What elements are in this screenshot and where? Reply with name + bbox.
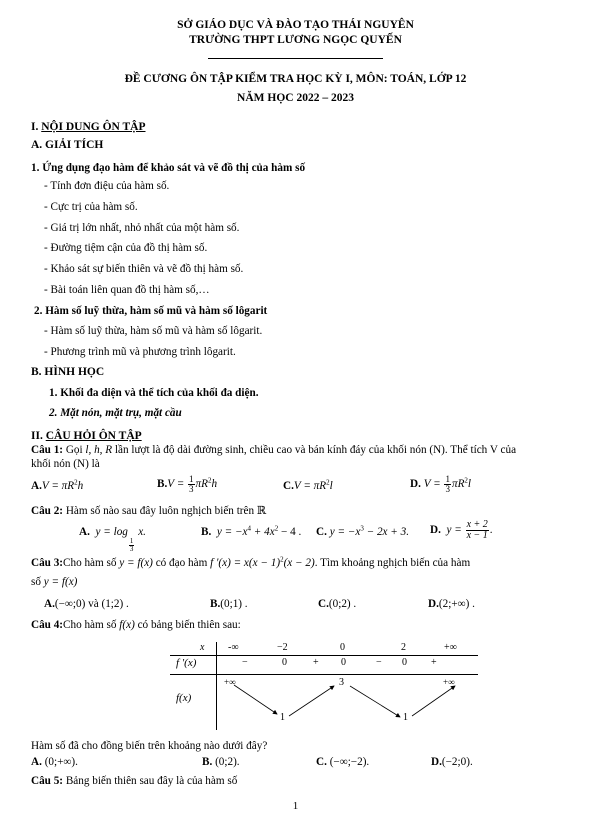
table-sign: +	[431, 657, 437, 668]
topic-1-item: - Giá trị lớn nhất, nhỏ nhất của một hàm số.	[44, 222, 240, 234]
page-number: 1	[292, 800, 299, 812]
q4-option-a[interactable]: A. (0;+∞).	[31, 756, 78, 768]
question-2-text: Câu 2: Hàm số nào sau đây luôn nghịch biến trên ℝ	[31, 505, 267, 517]
table-sign: 0	[282, 657, 287, 668]
question-5-text: Câu 5: Bảng biến thiên sau đây là của hàm số	[31, 775, 238, 787]
question-3-text-cont: số y = f(x)	[31, 576, 78, 588]
school-name: TRƯỜNG THPT LƯƠNG NGỌC QUYẾN	[189, 34, 402, 46]
geometry-topic: 2. Mặt nón, mặt trụ, mặt cầu	[49, 407, 182, 419]
table-x-value: 0	[340, 642, 345, 653]
q3-option-a[interactable]: A.(−∞;0) và (1;2) .	[44, 598, 129, 610]
table-fprime-label: f '(x)	[176, 657, 197, 669]
department-name: SỞ GIÁO DỤC VÀ ĐÀO TẠO THÁI NGUYÊN	[177, 19, 414, 31]
table-x-value: −2	[277, 642, 288, 653]
table-sign: 0	[341, 657, 346, 668]
q2-option-a[interactable]: A. y = log $\frac{1}{3}$ x.	[79, 526, 146, 553]
table-x-value: -∞	[228, 642, 239, 653]
q3-option-d[interactable]: D.(2;+∞) .	[428, 598, 475, 610]
question-3-text: Câu 3:Cho hàm số y = f(x) có đạo hàm f '$(x) = x(x - 1)^2(x - 2)$. Tìm khoảng nghịch biến của hàm	[31, 555, 471, 569]
q1-option-a[interactable]: $A.V = \pi R^2h$	[31, 478, 84, 492]
increasing-arrow	[412, 686, 455, 716]
table-sign: +	[313, 657, 319, 668]
part-a-heading: A. GIẢI TÍCH	[31, 139, 104, 151]
geometry-topic: 1. Khối đa diện và thể tích của khối đa diện.	[49, 387, 259, 399]
q4-option-d[interactable]: D.(−2;0).	[431, 756, 473, 768]
topic-1-item: - Tính đơn điệu của hàm số.	[44, 180, 170, 192]
table-x-value: 2	[401, 642, 406, 653]
topic-2-item: - Hàm số luỹ thừa, hàm số mũ và hàm số lôgarit.	[44, 325, 263, 337]
question-1-text: Câu 1: Gọi l, h, R lần lượt là độ dài đường sinh, chiều cao và bán kính đáy của khối nón (N). Thể tích V của	[31, 444, 517, 456]
q1-option-d[interactable]: D. V = $\frac{1}{3}$ $\pi R^2l$	[410, 474, 472, 494]
q3-option-b[interactable]: B.(0;1) .	[210, 598, 248, 610]
table-f-label: f(x)	[176, 692, 192, 704]
decreasing-arrow	[350, 686, 400, 717]
part-b-heading: B. HÌNH HỌC	[31, 366, 105, 378]
q2-option-d[interactable]: D. y = $\frac{x + 2}{x - 1}$ .	[430, 519, 493, 541]
school-year: NĂM HỌC 2022 – 2023	[237, 92, 354, 104]
table-f-value: 1	[403, 712, 408, 723]
document-title: ĐỀ CƯƠNG ÔN TẬP KIỂM TRA HỌC KỲ I, MÔN: TOÁN, LỚP 12	[124, 73, 467, 85]
q3-option-c[interactable]: C.(0;2) .	[318, 598, 357, 610]
topic-2-item: - Phương trình mũ và phương trình lôgarit.	[44, 346, 236, 358]
topic-1-title: 1. Ứng dụng đạo hàm để khảo sát và vẽ đồ thị của hàm số	[31, 162, 306, 174]
table-sign: 0	[402, 657, 407, 668]
table-x-value: +∞	[444, 642, 457, 653]
table-f-value: 1	[280, 712, 285, 723]
table-f-value: 3	[339, 677, 344, 688]
q1-option-b[interactable]: B.V = $\frac{1}{3}$ $\pi R^2h$	[157, 474, 218, 494]
question-1-text-cont: khối nón (N) là	[31, 458, 100, 470]
topic-1-item: - Bài toán liên quan đồ thị hàm số,…	[44, 284, 210, 296]
q2-option-c[interactable]: C. $y = -x^3 - 2x + 3$.	[316, 524, 410, 538]
section-2-heading: II. CÂU HỎI ÔN TẬP	[31, 430, 142, 442]
topic-2-title: 2. Hàm số luỹ thừa, hàm số mũ và hàm số lôgarit	[34, 305, 268, 317]
q2-option-b[interactable]: B. $y = -x^4 + 4x^2 - 4$ .	[201, 524, 302, 538]
table-sign: −	[242, 657, 248, 668]
table-f-value: +∞	[443, 677, 455, 687]
question-4-prompt: Hàm số đã cho đồng biến trên khoảng nào dưới đây?	[31, 740, 268, 752]
question-4-text: Câu 4:Cho hàm số f(x) có bảng biến thiên sau:	[31, 619, 241, 631]
q4-option-c[interactable]: C. (−∞;−2).	[316, 756, 370, 768]
q4-option-b[interactable]: B. (0;2).	[202, 756, 240, 768]
decreasing-arrow	[234, 685, 277, 714]
section-1-heading: I. NỘI DUNG ÔN TẬP	[31, 121, 146, 133]
topic-1-item: - Cực trị của hàm số.	[44, 201, 138, 213]
table-sign: −	[376, 657, 382, 668]
table-f-value: +∞	[224, 677, 236, 687]
increasing-arrow	[289, 686, 334, 716]
table-x-label: x	[200, 642, 205, 653]
topic-1-item: - Đường tiệm cận của đồ thị hàm số.	[44, 242, 208, 254]
q1-option-c[interactable]: $C.V = \pi R^2l$	[283, 478, 333, 492]
topic-1-item: - Khảo sát sự biến thiên và vẽ đồ thị hàm số.	[44, 263, 244, 275]
